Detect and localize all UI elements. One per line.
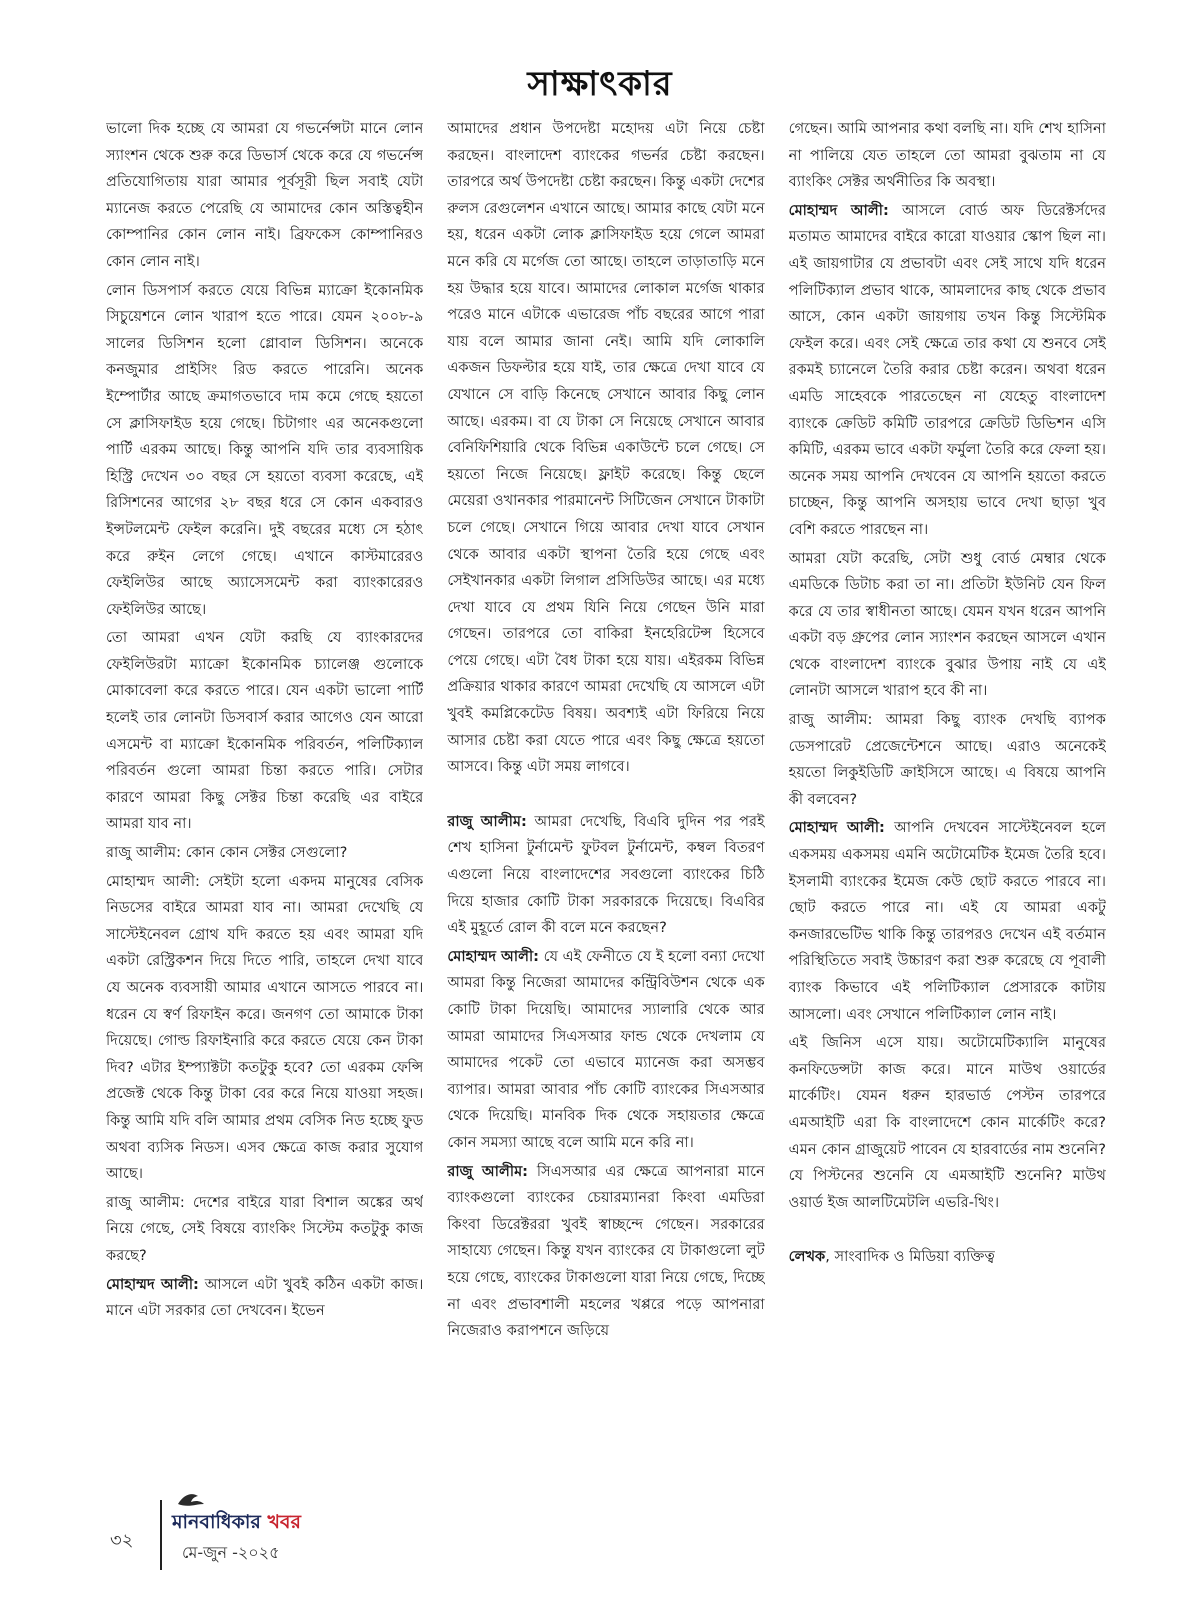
column-3 [789, 116, 1106, 1466]
speaker-name: মোহাম্মদ আলী: [447, 947, 539, 965]
paragraph [106, 869, 423, 1188]
paragraph-text: রাজু আলীম: কোন কোন সেক্টর সেগুলো? [106, 844, 348, 862]
paragraph-text: রাজু আলীম: দেশের বাইরে যারা বিশাল অঙ্কের অর্থ নিয়ে গেছে, সেই বিষয়ে ব্যাংকিং সিস্টেম কতটুকু কাজ করছে? [106, 1193, 424, 1264]
paragraph [106, 1190, 423, 1270]
dove-icon [176, 1490, 206, 1510]
paragraph-text: আসলে বোর্ড অফ ডিরেক্টর্সদের মতামত আমাদের বাইরে কারো যাওয়ার স্কোপ ছিল না। এই জায়গাটার যে প্রভাবটা এবং সেই সাথে যদি ধরেন পলিটিক্যাল প্রভাব থাকে, আমলাদের কাছ থেকে প্রভাব আসে, কোন একটা জায়গায় তখন কিন্তু সিস্টেমিক ফেইল করে। এবং সেই ক্ষেত্রে তার কথা যে শুনবে সেই রকমই চ্যানেলে তৈরি করার চেষ্টা করেন। অথবা ধরেন এমডি সাহেবকে পারতেছেন না যেহেতু বাংলাদেশ ব্যাংকে ক্রেডিট কমিটি তারপরে ক্রেডিট ডিভিশন এসি কমিটি, এরকম ভাবে একটা ফর্মুলা তৈরি করে ফেলা হয়। অনেক সময় আপনি দেখবেন যে আপনি হয়তো করতে চাচ্ছেন, কিন্তু আপনি অসহায় ভাবে দেখা ছাড়া খুব বেশি করতে পারছেন না। [788, 201, 1106, 538]
paragraph-text: সিএসআর এর ক্ষেত্রে আপনারা মানে ব্যাংকগুলো ব্যাংকের চেয়ারম্যানরা কিংবা এমডিরা কিংবা ডিরেক্টররা খুবই স্বাচ্ছন্দে গেছেন। সরকারের সাহায্যে গেছেন। কিন্তু যখন ব্যাংকের যে টাকাগুলো লুট হয়ে গেছে, ব্যাংকের টাকাগুলো যারা নিয়ে গেছে, দিচ্ছে না এবং প্রভাবশালী মহলের খপ্পরে পড়ে আপনারা নিজেরাও করাপশনে জড়িয়ে [447, 1162, 765, 1340]
paragraph-text: আমাদের প্রধান উপদেষ্টা মহোদয় এটা নিয়ে চেষ্টা করছেন। বাংলাদেশ ব্যাংকের গভর্নর চেষ্টা করছেন। তারপরে অর্থ উপদেষ্টা চেষ্টা করছেন। কিন্তু একটা দেশের রুলস রেগুলেশন এখানে আছে। আমার কাছে যেটা মনে হয়, ধরেন একটা লোক ক্লাসিফাইড হয়ে গেলে আমরা মনে করি যে মর্গেজ তো আছে। তাহলে তাড়াতাড়ি মনে হয় উদ্ধার হয়ে যাবে। আমাদের লোকাল মর্গেজ থাকার পরেও মানে এটাকে এভারেজ পাঁচ বছরের আগে পারা যায় বলে আমার জানা নেই। আমি যদি লোকালি একজন ডিফল্টার হয়ে যাই, তার ক্ষেত্রে দেখা যাবে যে যেখানে সে বাড়ি কিনেছে সেখানে আবার কিছু লোন আছে। এরকম। বা যে টাকা সে নিয়েছে সেখানে আবার বেনিফিশিয়ারি থেকে বিভিন্ন একাউন্টে চলে গেছে। সে হয়তো নিজে নিয়েছে। ফ্লাইট করেছে। কিন্তু ছেলে মেয়েরা ওখানকার পারমানেন্ট সিটিজেন সেখানে টাকাটা চলে গেছে। সেখানে গিয়ে আবার দেখা যাবে সেখান থেকে আবার একটা স্থাপনা তৈরি হয়ে গেছে এবং সেইখানকার একটা লিগাল প্রসিডিউর আছে। এর মধ্যে দেখা যাবে যে প্রথম যিনি নিয়ে গেছেন উনি মারা গেছেন। তারপরে তো বাকিরা ইনহেরিটেন্স হিসেবে পেয়ে গেছে। এটা বৈধ টাকা হয়ে যায়। এইরকম বিভিন্ন প্রক্রিয়ার থাকার কারণে আমরা দেখেছি যে আসলে এটা খুবই কমপ্লিকেটেড বিষয়। অবশ্যই এটা ফিরিয়ে নিয়ে আসার চেষ্টা করা যেতে পারে এবং কিছু ক্ষেত্রে হয়তো আসবে। কিন্তু এটা সময় লাগবে। [447, 120, 765, 776]
column-1 [106, 116, 423, 1466]
issue-date: মে-জুন -২০২৫ [182, 1543, 280, 1562]
paragraph-text: আমরা যেটা করেছি, সেটা শুধু বোর্ড মেম্বার থেকে এমডিকে ডিটাচ করা তা না। প্রতিটা ইউনিট যেন ফিল করে যে তার স্বাধীনতা আছে। যেমন যখন ধরেন আপনি একটা বড় গ্রুপের লোন স্যাংশন করছেন আসলে এখান থেকে বাংলাদেশ ব্যাংকে বুঝার উপায় নাই যে এই লোনটা আসলে খারাপ হবে কী না। [788, 549, 1106, 700]
paragraph-text: রাজু আলীম: আমরা কিছু ব্যাংক দেখছি ব্যাপক ডেসপারেট প্রেজেন্টেশনে আছে। এরাও অনেকেই হয়তো লিকুইডিটি ক্রাইসিসে আছে। এ বিষয়ে আপনি কী বলবেন? [788, 711, 1106, 808]
paragraph-gap [447, 783, 764, 809]
page-footer [100, 1490, 500, 1570]
page-title: সাক্ষাৎকার [527, 64, 673, 104]
paragraph [789, 198, 1106, 544]
paragraph-text: , সাংবাদিক ও মিডিয়া ব্যক্তিত্ব [825, 1248, 995, 1266]
column-2 [447, 116, 764, 1466]
paragraph-text: লোন ডিসপার্স করতে যেয়ে বিভিন্ন ম্যাক্রো ইকোনমিক সিচুয়েশনে লোন খারাপ হতে পারে। যেমন ২০০৮-৯ সালের ডিসিশন হলো গ্লোবাল ডিসিশন। অনেকে কনজুমার প্রাইসিং রিড করতে পারেনি। অনেক ইম্পোর্টার আছে ক্রমাগতভাবে দাম কমে গেছে হয়তো সে ক্লাসিফাইড হয়ে গেছে। চিটাগাং এর অনেকগুলো পার্টি এরকম আছে। কিন্তু আপনি যদি তার ব্যবসায়িক হিস্ট্রি দেখেন ৩০ বছর সে হয়তো ব্যবসা করেছে, এই রিসিশনের আগের ২৮ বছর ধরে সে কোন একবারও ইন্সটলমেন্ট ফেইল করেনি। দুই বছরের মধ্যে সে হঠাৎ করে রুইন লেগে গেছে। এখানে কাস্টমারেরও ফেইলিউর আছে অ্যাসেসমেন্ট করা ব্যাংকারেরও ফেইলিউর আছে। [106, 281, 424, 618]
paragraph-text: আসলে এটা খুবই কঠিন একটা কাজ। মানে এটা সরকার তো দেখবেন। ইভেন [106, 1275, 424, 1320]
paragraph [447, 116, 764, 781]
paragraph [789, 707, 1106, 813]
article-body [106, 116, 1106, 1466]
footer-divider [160, 1500, 162, 1570]
logo-accent-text: খবর [267, 1511, 301, 1533]
speaker-name: রাজু আলীম: [447, 812, 527, 830]
paragraph [106, 116, 423, 276]
paragraph-gap [789, 1218, 1106, 1244]
paragraph-text: গেছেন। আমি আপনার কথা বলছি না। যদি শেখ হাসিনা না পালিয়ে যেত তাহলে তো আমরা বুঝতাম না যে ব্যাংকিং সেক্টর অর্থনীতির কি অবস্থা। [788, 120, 1106, 191]
paragraph-text: এই জিনিস এসে যায়। অটোমেটিক্যালি মানুষের কনফিডেন্সটা কাজ করে। মানে মাউথ ওয়ার্ডের মার্কেটিং। যেমন ধরুন হারভার্ড পেস্টন তারপরে এমআইটি এরা কি বাংলাদেশে কোন মার্কেটিং করে? এমন কোন গ্রাজুয়েট পাবেন যে হারবার্ডের নাম শুনেনি? যে পিস্টনের শুনেনি যে এমআইটি শুনেনি? মাউথ ওয়ার্ড ইজ আলটিমেটলি এভরি-থিং। [788, 1034, 1106, 1211]
paragraph [106, 840, 423, 867]
speaker-name: লেখক [788, 1248, 826, 1266]
paragraph-text: মোহাম্মদ আলী: সেইটা হলো একদম মানুষের বেসিক নিডসের বাইরে আমরা যাব না। আমরা দেখেছি যে সাস্টেইনেবল গ্রোথ যদি করতে হয় এবং আমরা যদি একটা রেস্ট্রিকশন দিয়ে দিতে পারি, তাহলে দেখা যাবে যে অনেক ব্যবসায়ী আমার এখানে আসতে পারবে না। ধরেন যে স্বর্ণ রিফাইন করে। জনগণ তো আমাকে টাকা দিয়েছে। গোল্ড রিফাইনারি করে করতে যেয়ে কেন টাকা দিব? এটার ইম্প্যাক্টটা কতটুকু হবে? তো এরকম ফেন্সি প্রজেক্ট থেকে কিন্তু টাকা বের করে নিয়ে যাওয়া সহজ। কিন্তু আমি যদি বলি আমার প্রথম বেসিক নিড হচ্ছে ফুড অথবা ব্যসিক নিডস। এসব ক্ষেত্রে কাজ করার সুযোগ আছে। [106, 872, 424, 1183]
speaker-name: মোহাম্মদ আলী: [106, 1275, 199, 1293]
paragraph-text: আপনি দেখবেন সাস্টেইনেবল হলে একসময় একসময় এমনি অটোমেটিক ইমেজ তৈরি হবে। ইসলামী ব্যাংকের ইমেজ কেউ ছোট করতে পারবে না। ছোট করতে পারে না। এই যে আমরা একটু কনজারভেটিভ থাকি কিন্তু তারপরও দেখেন এই বর্তমান পরিস্থিতিতে সবাই উচ্চারণ করা শুরু করেছে যে পূবালী ব্যাংক কিভাবে এই পলিটিক্যাল প্রেসারকে কাটায় আসলো। এবং সেখানে পলিটিক্যাল লোন নাই। [788, 819, 1106, 1023]
paragraph [789, 116, 1106, 196]
speaker-name: মোহাম্মদ আলী: [788, 819, 885, 837]
paragraph-text: আমরা দেখেছি, বিএবি দুদিন পর পরই শেখ হাসিনা টুর্নামেন্ট ফুটবল টুর্নামেন্ট, কম্বল বিতরণ এগুলো নিয়ে বাংলাদেশের সবগুলো ব্যাংকের চিঠি দিয়ে হাজার কোটি টাকা সরকারকে দিয়েছে। বিএবির এই মুহূর্তে রোল কী বলে মনে করছেন? [447, 812, 765, 937]
paragraph [447, 809, 764, 942]
paragraph [106, 1272, 423, 1325]
paragraph-text: তো আমরা এখন যেটা করছি যে ব্যাংকারদের ফেইলিউরটা ম্যাক্রো ইকোনমিক চ্যালেঞ্জ গুলোকে মোকাবেলা করে করতে পারে। যেন একটা ভালো পার্টি হলেই তার লোনটা ডিসবার্স করার আগেও যেন আরো এসমেন্ট বা ম্যাক্রো ইকোনমিক পরিবর্তন, পলিটিক্যাল পরিবর্তন গুলো আমরা চিন্তা করতে পারি। সেটার কারণে আমরা কিছু সেক্টর চিন্তা করেছি এর বাইরে আমরা যাব না। [106, 629, 424, 833]
paragraph [106, 278, 423, 624]
paragraph [789, 546, 1106, 706]
paragraph [106, 625, 423, 838]
paragraph-text: ভালো দিক হচ্ছে যে আমরা যে গভর্নেন্সটা মানে লোন স্যাংশন থেকে শুরু করে ডিভার্স থেকে করে যে গভর্নেন্স প্রতিযোগিতায় যারা আমার পূর্বসূরী ছিল সবাই যেটা ম্যানেজ করতে পেরেছি যে আমাদের কোন অস্তিত্বহীন কোম্পানির কোন লোন নাই। ব্রিফকেস কোম্পানিরও কোন লোন নাই। [106, 120, 424, 270]
paragraph [789, 1244, 1106, 1271]
page-number: ৩২ [110, 1530, 134, 1551]
paragraph [447, 1159, 764, 1345]
logo-main-text: মানবাধিকার [172, 1511, 268, 1533]
paragraph [789, 1030, 1106, 1216]
speaker-name: রাজু আলীম: [447, 1162, 529, 1180]
speaker-name: মোহাম্মদ আলী: [788, 201, 889, 219]
paragraph-text: যে এই ফেনীতে যে ই হলো বন্যা দেখো আমরা কিন্তু নিজেরা আমাদের কন্ট্রিবিউশন থেকে এক কোটি টাকা দিয়েছি। আমাদের স্যালারি থেকে আর আমরা আমাদের সিএসআর ফান্ড থেকে দেখলাম যে আমাদের পকেট তো এভাবে ম্যানেজ করা অসম্ভব ব্যাপার। আমরা আবার পাঁচ কোটি ব্যাংকের সিএসআর থেকে দিয়েছি। মানবিক দিক থেকে সহায়তার ক্ষেত্রে কোন সমস্যা আছে বলে আমি মনে করি না। [447, 947, 765, 1151]
paragraph [789, 815, 1106, 1028]
paragraph [447, 944, 764, 1157]
